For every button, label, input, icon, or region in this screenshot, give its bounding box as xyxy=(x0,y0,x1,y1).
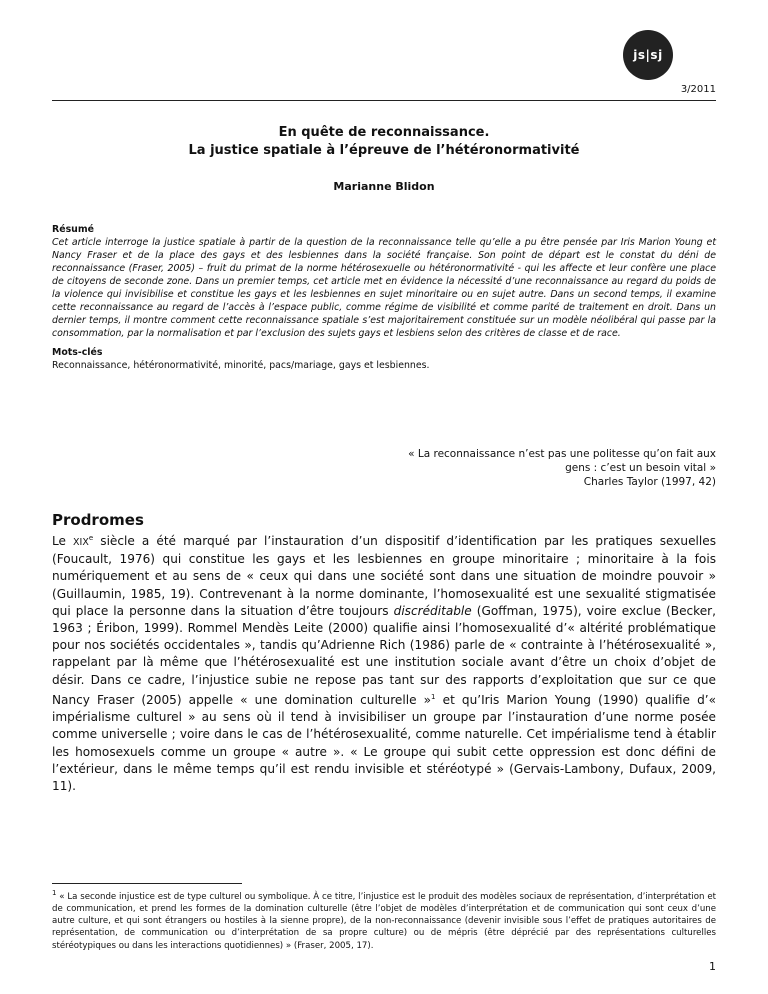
abstract-label: Résumé xyxy=(52,224,94,235)
footnote xyxy=(52,887,716,952)
body-text-c: et qu’Iris Marion Young (1990) qualifie d’« impérialisme culturel » au sens où il tend à invisibiliser un groupe par l’instauration d’une norme posée comme universelle ; voire dans le cas de l’hétérosexualité, comme naturelle. Cet impérialisme tend à établir les homosexuels comme un groupe « autre ». « Le groupe qui subit cette oppression est donc défini de l’extérieur, dans le même temps qu’il est rendu invisible et stéréotypé » (Gervais-Lambony, Dufaux, 2009, 11). xyxy=(52,692,716,793)
keywords-text: Reconnaissance, hétéronormativité, minorité, pacs/mariage, gays et lesbiennes. xyxy=(52,360,430,371)
century-numeral: XIX xyxy=(73,537,89,549)
footnote-number: 1 xyxy=(52,889,57,897)
footnote-reference[interactable]: 1 xyxy=(431,692,436,701)
keywords-block xyxy=(52,346,716,372)
body-paragraph xyxy=(52,530,716,795)
footnote-text: « La seconde injustice est de type culturel ou symbolique. À ce titre, l’injustice est le produit des modèles sociaux de représentation, d’interprétation et de communication, et prend les formes de la domination culturelle (être l’objet de modèles d’interprétation et de communication qui sont ceux d’une autre culture, et qui sont étrangers ou hostiles à la sienne propre), de la non-reconnaissance (devenir invisible sous l’effet de pratiques autoritaires de représentation, de communication ou d’interprétation de sa propre culture) ou de mépris (être déprécié par des représentations culturelles stéréotypiques ou dans les interactions quotidiennes) » (Fraser, 2005, 17). xyxy=(52,891,716,951)
epigraph-source: Charles Taylor (1997, 42) xyxy=(583,476,716,488)
issue-number: 3/2011 xyxy=(680,84,716,95)
page-number: 1 xyxy=(709,960,716,973)
epigraph-line-2: gens : c’est un besoin vital » xyxy=(565,462,716,474)
keywords-label: Mots-clés xyxy=(52,347,103,358)
author-name: Marianne Blidon xyxy=(333,180,435,193)
abstract-block xyxy=(52,223,716,340)
article-title xyxy=(52,124,716,160)
century-superscript: e xyxy=(88,534,94,542)
title-line-2: La justice spatiale à l’épreuve de l’hétéronormativité xyxy=(188,143,580,158)
body-text-start: Le xyxy=(52,534,74,549)
journal-logo: js|sj xyxy=(623,30,673,80)
body-text-a: siècle a été marqué par l’instauration d’un dispositif d’identification par les pratiques sexuelles (Foucault, 1976) qui constitue les gays et les lesbiennes en groupe minoritaire ; minoritaire à la fois numériquement et au sens de « ceux qui dans une société sont dans une situation de moindre pouvoir » (Guillaumin, 1985, 19). Contrevenant à la norme dominante, l’homosexualité est une sexualité stigmatisée qui place la personne dans la situation d’être toujours xyxy=(52,534,716,618)
header-rule xyxy=(52,100,716,101)
title-line-1: En quête de reconnaissance. xyxy=(278,125,490,140)
body-emphasis: discréditable xyxy=(393,603,472,618)
epigraph xyxy=(316,447,716,489)
footnote-rule xyxy=(52,883,242,884)
section-heading: Prodromes xyxy=(52,511,144,529)
body-text-b: (Goffman, 1975), voire exclue (Becker, 1963 ; Éribon, 1999). Rommel Mendès Leite (2000) qualifie ainsi l’homosexualité d’« altérité problématique pour nos sociétés occidentales », tandis qu’Adrienne Rich (1986) parle de « contrainte à l’hétérosexualité », rappelant par là même que l’hétérosexualité est une institution sociale avant d’être un choix d’objet de désir. Dans ce cadre, l’injustice subie ne repose pas tant sur des rapports d’exploitation que sur ce que Nancy Fraser (2005) appelle « une domination culturelle » xyxy=(52,603,716,707)
epigraph-line-1: « La reconnaissance n’est pas une politesse qu’on fait aux xyxy=(408,448,716,460)
abstract-text: Cet article interroge la justice spatiale à partir de la question de la reconnaissance telle qu’elle a pu être pensée par Iris Marion Young et Nancy Fraser et de la place des gays et des lesbiennes dans la société française. Son point de départ est le constat du déni de reconnaissance (Fraser, 2005) – fruit du primat de la norme hétérosexuelle ou hétéronormativité - qui les affecte et leur confère une place de citoyens de seconde zone. Dans un premier temps, cet article met en évidence la nécessité d’une reconnaissance au regard du poids de la violence qui invisibilise et constitue les gays et les lesbiennes en sujet minoritaire ou en sujet autre. Dans un second temps, il examine cette reconnaissance au regard de l’accès à l’espace public, comme régime de visibilité et comme parité de traitement en droit. Dans un dernier temps, il montre comment cette reconnaissance spatiale s’est majoritairement constituée sur un modèle néolibéral qui passe par la consommation, par la normalisation et par l’exclusion des sujets gays et lesbiens selon des critères de classe et de race. xyxy=(52,237,716,339)
